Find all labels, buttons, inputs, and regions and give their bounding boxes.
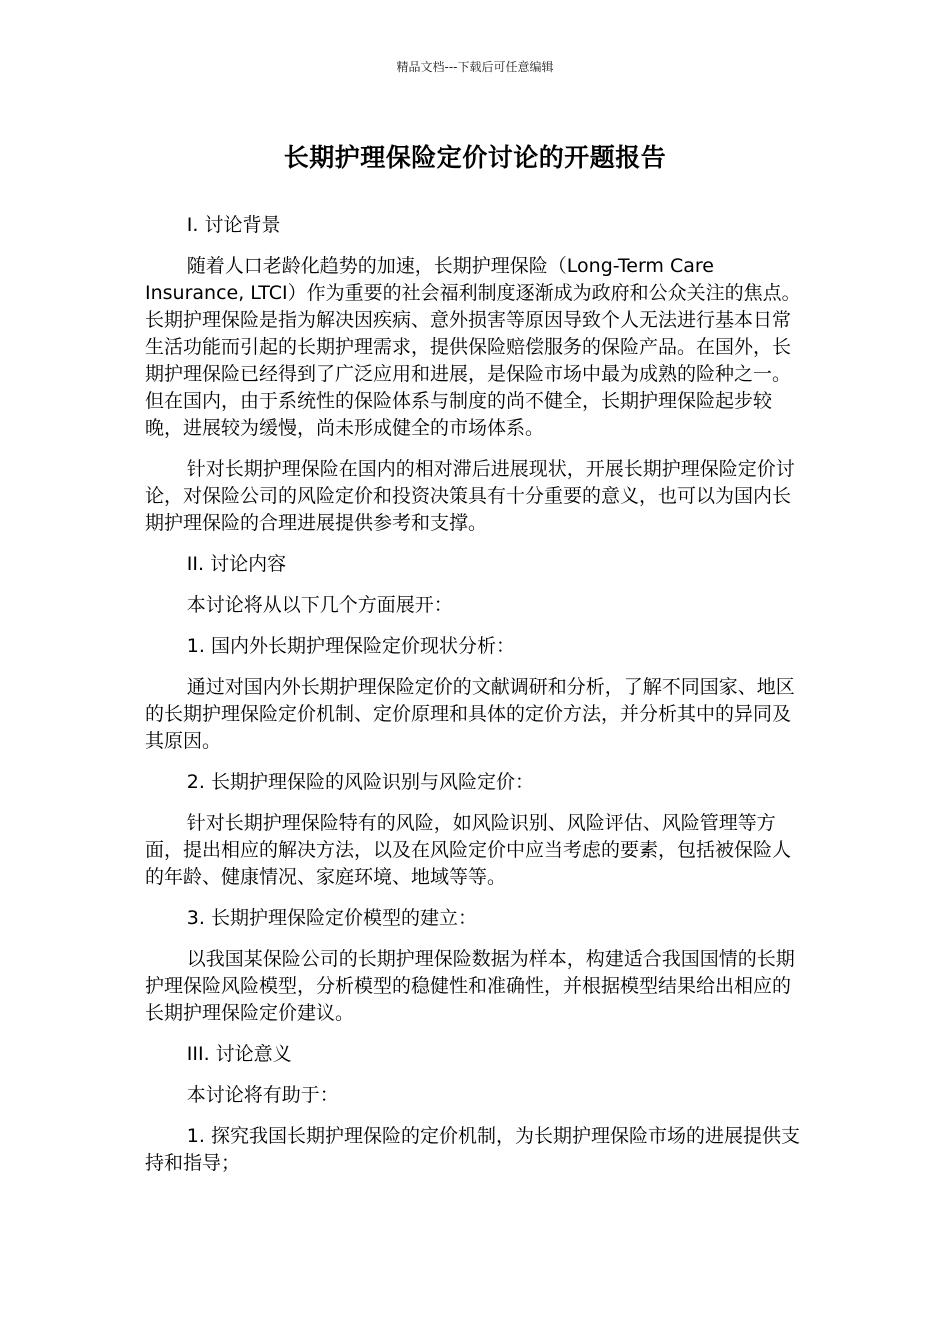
subheading-1: 1. 国内外长期护理保险定价现状分析： [186, 635, 515, 657]
paragraph-background-2: 针对长期护理保险在国内的相对滞后进展现状，开展长期护理保险定价讨论，对保险公司的风险定价和投资决策具有十分重要的意义，也可以为国内长期护理保险的合理进展提供参考和支撑。 [145, 458, 795, 534]
subheading-3: 3. 长期护理保险定价模型的建立： [186, 907, 477, 929]
subheading-2: 2. 长期护理保险的风险识别与风险定价： [186, 771, 534, 793]
paragraph-content-intro: 本讨论将从以下几个方面展开： [186, 594, 453, 616]
header-note: 精品文档---下载后可任意编辑 [396, 60, 554, 74]
section-heading-significance: III. 讨论意义 [186, 1043, 292, 1065]
paragraph-background-1: 随着人口老龄化趋势的加速，长期护理保险（Long-Term Care Insurance, LTCI）作为重要的社会福利制度逐渐成为政府和公众关注的焦点。长期护理保险是指为解决因疾病、意外损害等原因导致个人无法进行基本日常生活功能而引起的长期护理需求，提供保险赔偿服务的保险产品。在国外，长期护理保险已经得到了广泛应用和进展，是保险市场中最为成熟的险种之一。但在国内，由于系统性的保险体系与制度的尚不健全，长期护理保险起步较晚，进展较为缓慢，尚未形成健全的市场体系。 [145, 255, 801, 439]
document-body [145, 212, 807, 1191]
section-heading-content: II. 讨论内容 [186, 553, 287, 575]
paragraph-significance-1: 1. 探究我国长期护理保险的定价机制，为长期护理保险市场的进展提供支持和指导； [145, 1125, 800, 1174]
paragraph-sub-2: 针对长期护理保险特有的风险，如风险识别、风险评估、风险管理等方面，提出相应的解决方法，以及在风险定价中应当考虑的要素，包括被保险人的年龄、健康情况、家庭环境、地域等等。 [145, 812, 792, 888]
paragraph-sub-3: 以我国某保险公司的长期护理保险数据为样本，构建适合我国国情的长期护理保险风险模型，分析模型的稳健性和准确性，并根据模型结果给出相应的长期护理保险定价建议。 [145, 948, 795, 1024]
document-title: 长期护理保险定价讨论的开题报告 [283, 143, 667, 172]
paragraph-significance-intro: 本讨论将有助于： [186, 1084, 339, 1106]
section-heading-background: I. 讨论背景 [186, 214, 281, 236]
paragraph-sub-1: 通过对国内外长期护理保险定价的文献调研和分析，了解不同国家、地区的长期护理保险定价机制、定价原理和具体的定价方法，并分析其中的异同及其原因。 [145, 676, 795, 752]
